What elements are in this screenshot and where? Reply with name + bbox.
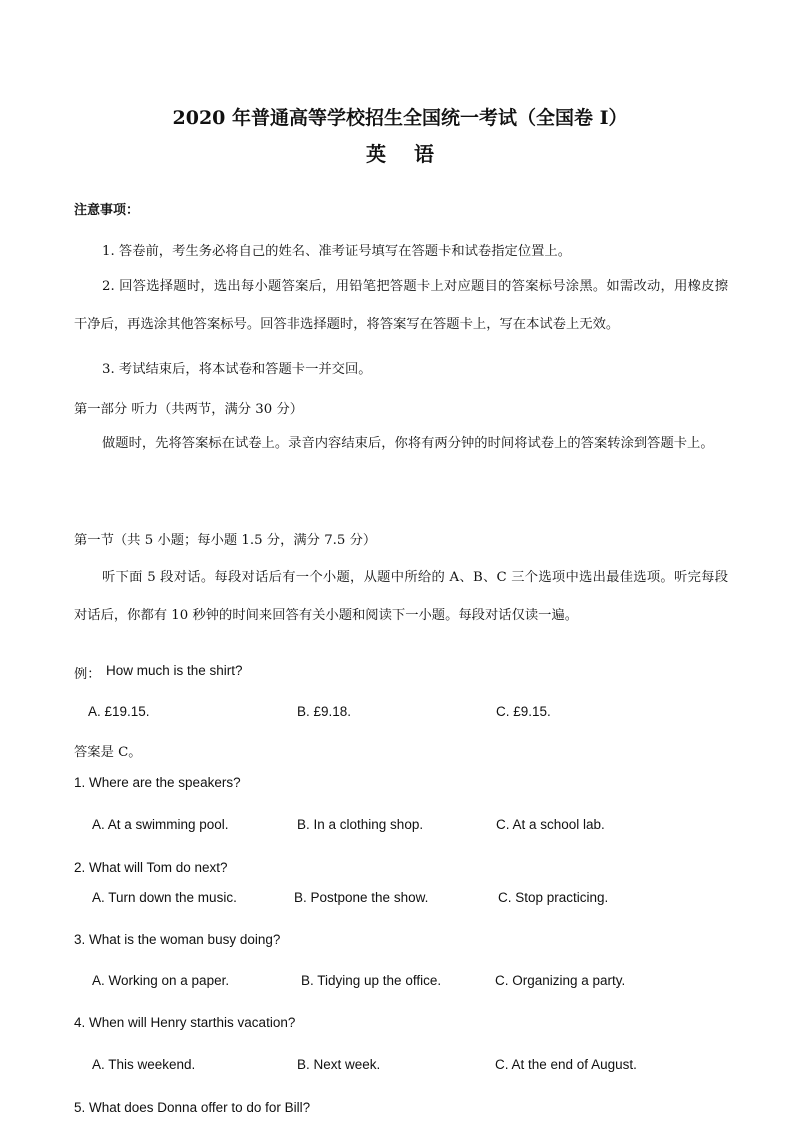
notice-heading: 注意事项： bbox=[74, 203, 140, 218]
question-4: 4. When will Henry starthis vacation? bbox=[74, 1015, 296, 1030]
example-option-a: A. £19.15. bbox=[88, 704, 150, 719]
q3-option-a: A. Working on a paper. bbox=[92, 973, 230, 988]
q1-option-b: B. In a clothing shop. bbox=[297, 817, 424, 832]
notice-item-1: 1. 答卷前，考生务必将自己的姓名、准考证号填写在答题卡和试卷指定位置上。 bbox=[102, 244, 572, 259]
example-option-c: C. £9.15. bbox=[496, 704, 551, 719]
q4-option-a: A. This weekend. bbox=[92, 1057, 196, 1072]
part1-heading: 第一部分 听力（共两节，满分 30 分） bbox=[74, 402, 304, 417]
q2-option-c: C. Stop practicing. bbox=[498, 890, 609, 905]
q4-option-b: B. Next week. bbox=[297, 1057, 381, 1072]
exam-title: 2020 年普通高等学校招生全国统一考试（全国卷 I） bbox=[172, 107, 628, 129]
example-option-b: B. £9.18. bbox=[297, 704, 352, 719]
question-5: 5. What does Donna offer to do for Bill? bbox=[74, 1100, 311, 1115]
q3-option-c: C. Organizing a party. bbox=[495, 973, 626, 988]
notice-item-3: 3. 考试结束后，将本试卷和答题卡一并交回。 bbox=[102, 362, 372, 377]
question-1: 1. Where are the speakers? bbox=[74, 775, 241, 790]
q1-option-c: C. At a school lab. bbox=[496, 817, 605, 832]
section1-heading: 第一节（共 5 小题；每小题 1.5 分，满分 7.5 分） bbox=[74, 533, 377, 548]
part1-instruction: 做题时，先将答案标在试卷上。录音内容结束后，你将有两分钟的时间将试卷上的答案转涂到答题卡上。 bbox=[102, 436, 714, 451]
exam-subject: 英语 bbox=[366, 142, 462, 166]
example-label: 例： bbox=[74, 667, 101, 682]
question-2: 2. What will Tom do next? bbox=[74, 860, 228, 875]
q2-option-a: A. Turn down the music. bbox=[92, 890, 237, 905]
q4-option-c: C. At the end of August. bbox=[495, 1057, 637, 1072]
example-question: How much is the shirt? bbox=[106, 663, 243, 678]
q1-option-a: A. At a swimming pool. bbox=[92, 817, 229, 832]
q3-option-b: B. Tidying up the office. bbox=[301, 973, 442, 988]
question-3: 3. What is the woman busy doing? bbox=[74, 932, 281, 947]
example-answer: 答案是 C。 bbox=[74, 745, 142, 760]
notice-item-2: 2. 回答选择题时，选出每小题答案后，用铅笔把答题卡上对应题目的答案标号涂黑。如需改动，用橡皮擦干净后，再选涂其他答案标号。回答非选择题时，将答案写在答题卡上，写在本试卷上无效。 bbox=[74, 279, 728, 332]
q2-option-b: B. Postpone the show. bbox=[294, 890, 429, 905]
section1-instruction: 听下面 5 段对话。每段对话后有一个小题，从题中所给的 A、B、C 三个选项中选出最佳选项。听完每段对话后，你都有 10 秒钟的时间来回答有关小题和阅读下一小题。每段对话仅读一遍。 bbox=[74, 570, 728, 623]
